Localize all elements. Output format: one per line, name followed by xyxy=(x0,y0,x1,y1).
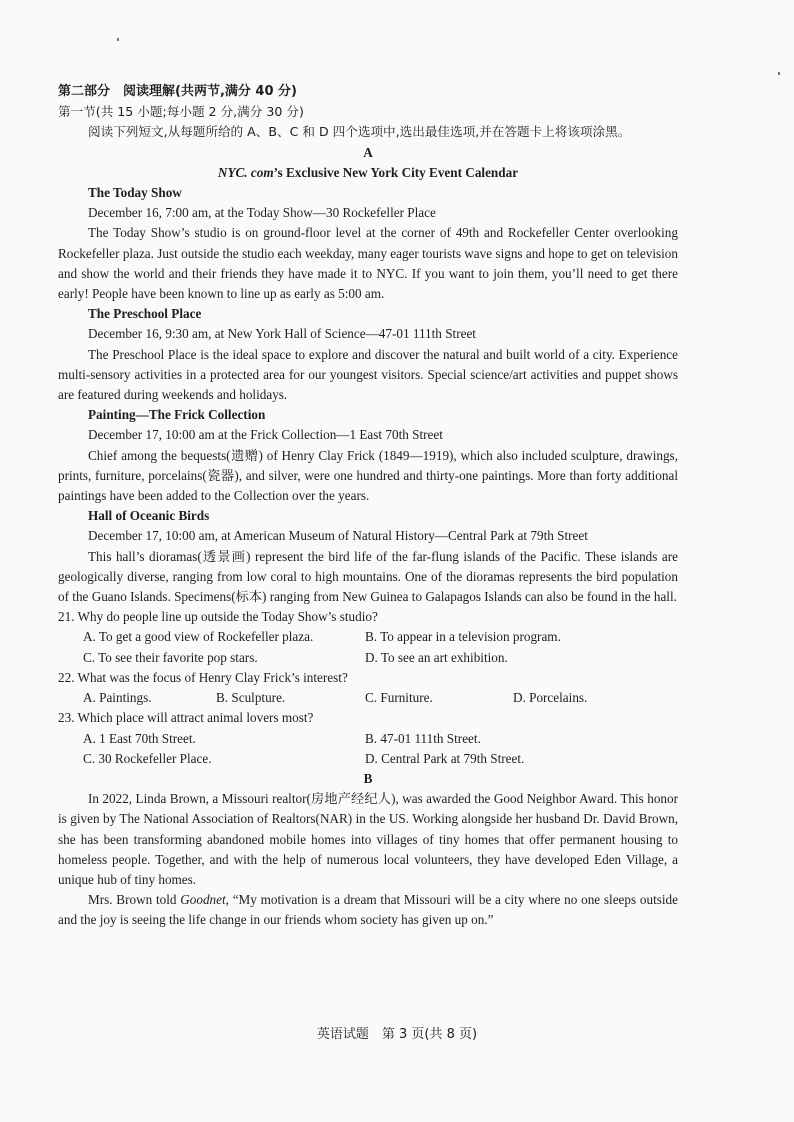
question-21 xyxy=(58,607,678,668)
page-footer: 英语试题 第 3 页(共 8 页) xyxy=(316,1027,478,1042)
event-body: The Preschool Place is the ideal space to explore and discover the natural and built world of a city. Experience multi-sensory activities in a protected area for our youngest visitors. Special science/art activities and puppet shows are featured during weekends and holidays. xyxy=(58,346,678,403)
p2-start: Mrs. Brown told xyxy=(88,892,181,908)
passage-b-paragraph-1: In 2022, Linda Brown, a Missouri realtor(房地产经纪人), was awarded the Good Neighbor Award. This honor is given by The National Association of Realtors(NAR) in the US. Working alongside her husband Dr. David Brown, she has been transforming abandoned mobile homes into villages of tiny homes that offer permanent housing to homeless people. Together, and with the help of numerous local volunteers, they have developed Eden Village, a unique hub of tiny homes. xyxy=(58,791,678,887)
event-title: Hall of Oceanic Birds xyxy=(88,508,210,524)
option-row xyxy=(58,749,678,769)
event-today-show xyxy=(58,183,678,304)
event-title: The Today Show xyxy=(88,185,182,201)
event-when: December 17, 10:00 am at the Frick Collection—1 East 70th Street xyxy=(88,427,443,443)
passage-b-label: B xyxy=(363,770,373,786)
event-when: December 16, 7:00 am, at the Today Show—30 Rockefeller Place xyxy=(88,205,436,221)
option-c: C. To see their favorite pop stars. xyxy=(83,649,258,665)
option-row xyxy=(58,688,678,708)
option-a: A. To get a good view of Rockefeller plaza. xyxy=(83,629,314,645)
option-b: B. 47-01 111th Street. xyxy=(365,730,481,746)
event-oceanic-birds xyxy=(58,506,678,607)
question-stem: 22. What was the focus of Henry Clay Frick’s interest? xyxy=(58,669,348,685)
scan-speck xyxy=(778,72,780,75)
option-row xyxy=(58,648,678,668)
part-title: 第二部分 阅读理解(共两节,满分 40 分) xyxy=(58,84,297,99)
option-d: D. To see an art exhibition. xyxy=(365,649,508,665)
instruction: 阅读下列短文,从每题所给的 A、B、C 和 D 四个选项中,选出最佳选项,并在答题卡上将该项涂黑。 xyxy=(88,124,631,140)
passage-a-title-italic: NYC. com xyxy=(217,164,274,180)
event-title: The Preschool Place xyxy=(88,306,202,322)
passage-a-title xyxy=(58,163,678,183)
passage-a-title-rest: ’s Exclusive New York City Event Calendar xyxy=(273,164,519,180)
question-stem: 21. Why do people line up outside the Today Show’s studio? xyxy=(58,609,378,625)
scan-speck xyxy=(117,38,119,41)
option-b: B. To appear in a television program. xyxy=(365,629,561,645)
option-d: D. Porcelains. xyxy=(513,690,588,706)
event-body: The Today Show’s studio is on ground-floor level at the corner of 49th and Rockefeller Center overlooking Rockefeller plaza. Just outside the studio each weekday, many eager tourists wave signs and hope to get on television and show the world and their friends they have made it to NYC. If you want to join them, you’ll need to get there early! People have been known to line up as early as 5:00 am. xyxy=(58,225,678,302)
option-d: D. Central Park at 79th Street. xyxy=(365,750,525,766)
event-title: Painting—The Frick Collection xyxy=(88,407,266,423)
section-title: 第一节(共 15 小题;每小题 2 分,满分 30 分) xyxy=(58,104,304,120)
option-a: A. Paintings. xyxy=(83,690,152,706)
option-b: B. Sculpture. xyxy=(216,690,286,706)
option-a: A. 1 East 70th Street. xyxy=(83,730,196,746)
event-when: December 17, 10:00 am, at American Museum of Natural History—Central Park at 79th Street xyxy=(88,528,588,544)
option-c: C. Furniture. xyxy=(365,690,433,706)
question-22 xyxy=(58,668,678,708)
event-body: Chief among the bequests(遗赠) of Henry Clay Frick (1849—1919), which also included sculpture, drawings, prints, furniture, porcelains(瓷器), and silver, were one hundred and thirty-one paintings. More than forty additional paintings have been added to the Collection over the years. xyxy=(58,447,678,504)
p2-italic: Goodnet xyxy=(180,892,226,908)
p2-rest: , “My motivation is a dream that Missouri will be a city where no one sleeps outside and the joy is seeing the life change in our friends whom society has given up on.” xyxy=(58,892,678,928)
event-frick-collection xyxy=(58,405,678,506)
option-c: C. 30 Rockefeller Place. xyxy=(83,750,212,766)
question-stem: 23. Which place will attract animal lovers most? xyxy=(58,710,314,726)
event-when: December 16, 9:30 am, at New York Hall of Science—47-01 111th Street xyxy=(88,326,476,342)
event-body: This hall’s dioramas(透景画) represent the bird life of the far-flung islands of the Pacific. These islands are geologically diverse, ranging from low coral to high mountains. One of the dioramas represents the bird population of the Guano Islands. Specimens(标本) ranging from New Guinea to Galapagos Islands can also be found in the hall. xyxy=(58,548,678,605)
question-23 xyxy=(58,708,678,769)
option-row xyxy=(58,729,678,749)
passage-a-label: A xyxy=(363,144,373,160)
passage-b-paragraph-2 xyxy=(58,890,678,930)
option-row xyxy=(58,627,678,647)
event-preschool-place xyxy=(58,304,678,405)
